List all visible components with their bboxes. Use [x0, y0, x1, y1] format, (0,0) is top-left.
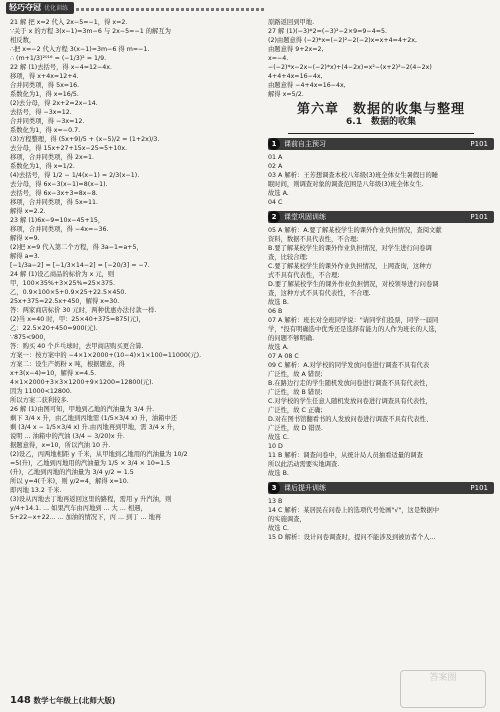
- answer-line: (2)由题意得 (−2)*x=(−2)²−2(−2)x=x+4=4+2x,: [268, 37, 417, 44]
- answer-line: (3)设从丙地去丁地再返回这里的路程，需用 y 升汽油，则: [10, 496, 172, 503]
- answer-line: 答：购买 40 个乒乓球时，去甲商店购买更合算.: [10, 343, 144, 350]
- answer-line: 24 解 (1)设乙商品的标价为 x 元，则: [10, 271, 115, 278]
- page-header: [0, 0, 500, 16]
- section-bar-classroom: 2 课堂巩固训练 P101: [268, 211, 494, 223]
- answer-line: 11 B 解析：调查问卷中，从统计局人员抽看适量的调查: [268, 452, 423, 459]
- answer-line: 的问题不够明确.: [268, 335, 315, 342]
- answer-line: =5(升)，乙地到丙地用的汽油量为 1/5 × 3/4 × 10=1.5: [10, 460, 171, 467]
- answer-line: (2)去分母，得 2x+2=2x−14.: [10, 100, 98, 107]
- answer-line: 故选 C.: [268, 434, 289, 441]
- answer-line: 14 C 解析：某居民在问卷上的选项代号处画"√"，这是数据中: [268, 507, 440, 514]
- answer-line: 03 A 解析：王芳想调查本校八年级(3)班全体女生暑假日的睡: [268, 172, 439, 179]
- section-bar-afterclass: 3 课后提升训练 P101: [268, 482, 494, 494]
- answer-line: 移项，得 x+4x=12+4.: [10, 73, 79, 80]
- section-bar-preview: 1 课前自主预习 P101: [268, 138, 494, 150]
- afterclass-answers: [268, 497, 494, 542]
- answer-line: y/4+14.1. ... 如果汽车由丙地到 ... 大 ... 相遇，: [10, 505, 147, 512]
- answer-line: [−1/3a−2] = [−1/3×14−2] = [−20/3] = −7.: [10, 262, 150, 269]
- answer-line: 解得 a=3.: [10, 253, 40, 260]
- answer-line: 甲，100×35%+3×25%=25×375.: [10, 280, 116, 287]
- answer-line: 广泛性，故 B 错误;: [268, 389, 323, 396]
- answer-line: D.对在图书馆翻看书的人发放问卷进行调查不具有代表性、: [268, 416, 433, 423]
- answer-line: 07 A 解析：班长对全班同学说："请同学们投票，同学一届同: [268, 317, 439, 324]
- answer-line: 说明 ... 油箱中的汽油 (3/4 − 3/20)x 升.: [10, 433, 125, 440]
- answer-line: 乙：22.5×20+450=900(元).: [10, 325, 98, 332]
- page-number: 148: [10, 695, 31, 706]
- answer-line: 移项，合并同类项，得 −4x=−36.: [10, 226, 109, 233]
- answer-line: 27 解 (1)(−3)*2=(−3)²−2×9=9−4=5.: [268, 28, 387, 35]
- answer-line: 所以 y=4(千米)，则 y/2=4，解得 x=10.: [10, 478, 129, 485]
- answer-line: x=−4.: [268, 55, 289, 62]
- answer-line: 学，"投有明确选中优秀还是选择有能力的人作为班长的人选，: [268, 326, 441, 333]
- answer-line: 故选 A.: [268, 344, 289, 351]
- answer-line: 方案二：设生产奶粉 x 吨，根据题意，得: [10, 361, 125, 368]
- answer-line: x+3(x−4)=10，解得 x=4.5.: [10, 370, 97, 377]
- answer-line: 因为 11000<12800.: [10, 388, 72, 395]
- answer-line: 去分母，得 6x−3(x−1)=8(x−1).: [10, 181, 108, 188]
- answer-line: (4)去括号，得 1/2 − 1/4(x−1) = 2/3(x−1).: [10, 172, 140, 179]
- preview-answers: [268, 153, 494, 207]
- answer-line: 广泛性，故 C 正确;: [268, 407, 323, 414]
- answer-line: 故选 B.: [268, 299, 289, 306]
- answer-line: 剩 (3/4 x − 1/5×3/4 x) 升.由丙地再到甲地，需 3/4 x 升，: [10, 424, 180, 431]
- answer-line: 06 B: [268, 308, 283, 315]
- answer-line: 13 B: [268, 498, 283, 505]
- answer-line: 4+4+4x=16−4x,: [268, 73, 323, 80]
- page-footer: [10, 695, 115, 706]
- chapter-title: 第六章 数据的收集与整理: [296, 102, 465, 117]
- answer-line: 方案一：按方案中的 −4×1×2000+(10−4)×1×100=11000(元).: [10, 352, 202, 359]
- answer-line: ∵关于 x 的方程 3(x−1)=3m−6 与 2x−5=−1 的解互为: [10, 28, 171, 35]
- answer-line: 23 解 (1)6x−9=10x−45+15，: [10, 217, 105, 224]
- section-divider: [288, 133, 474, 134]
- answer-line: D.要了解某校学生的课外作业负担情况，对校领导进行问卷调: [268, 281, 439, 288]
- answer-line: 由题意得 9+2x=2,: [268, 46, 324, 53]
- classroom-answers: [268, 226, 494, 478]
- answer-line: 故选 C.: [268, 525, 289, 532]
- answer-line: 25x+375=22.5x+450，解得 x=30.: [10, 298, 120, 305]
- answer-line: 广泛性，故 A 错误;: [268, 371, 323, 378]
- answer-line: 去括号，得 −3x=12.: [10, 109, 72, 116]
- section-title: 6.1 数据的收集: [346, 117, 416, 127]
- answer-line: 相反数，: [10, 37, 36, 44]
- answer-line: 22 解 (1)去括号，得 x−4=12−4x.: [10, 64, 113, 71]
- answer-line: 故选 B.: [268, 470, 289, 477]
- book-title: 数学七年级上(北师大版): [33, 696, 116, 705]
- answer-line: B.在路边行走的学生随机发放问卷进行调查不具有代表性，: [268, 380, 432, 387]
- answer-line: 所以方案二获利较多.: [10, 397, 69, 404]
- answer-line: 所以此活动需要实地调查.: [268, 461, 340, 468]
- watermark-stamp: 答案圈: [400, 670, 486, 708]
- answer-line: C.对学校的学生任意人随机发放问卷进行调查具有代表性，: [268, 398, 432, 405]
- answer-line: 即丙地 13.2 千米.: [10, 487, 62, 494]
- answer-line: 系数化为1，得 x=1/2.: [10, 163, 75, 170]
- answer-line: 广泛性，故 D 错误.: [268, 425, 323, 432]
- answer-line: (升)，乙地到丙地的汽油量为 3/4 y/2 = 1.5: [10, 469, 134, 476]
- previous-answers: [268, 18, 494, 99]
- answer-line: 查，这种方式不具有代表性，不合理.: [268, 290, 371, 297]
- answer-line: C.要了解某校学生的课外作业负担情况，上网查询，这种方: [268, 263, 432, 270]
- answer-line: (2)当 x=40 时，甲：25×40+375=875(元)，: [10, 316, 145, 323]
- answer-line: ∴ (m+1/3)²⁰¹⁶ = (−1/3)² = 1/9.: [10, 55, 107, 62]
- answer-line: 合并同类项，得 5x=16.: [10, 82, 80, 89]
- answer-line: 故选 A.: [268, 190, 289, 197]
- answer-line: 解得 x=2.2.: [10, 208, 46, 215]
- answer-line: 解得 x=5/2.: [268, 91, 304, 98]
- answer-line: 02 A: [268, 163, 283, 170]
- answer-line: 由题意得 −4+4x=16−4x,: [268, 82, 346, 89]
- answer-line: 系数化为1，得 x=−0.7.: [10, 127, 81, 134]
- answer-line: 眠时间，则调查对象的调查范围是八年级(3)班全体女生.: [268, 181, 424, 188]
- answer-line: 移项，合并同类项，得 2x=1.: [10, 154, 94, 161]
- answer-line: 09 C 解析：A.对学校的同学发放问卷进行调查不具有代表: [268, 362, 430, 369]
- answer-line: 答：两家商店标价 30 元时，两种优惠办法付款一样.: [10, 307, 157, 314]
- answer-line: 05 A 解析：A.要了解某校学生的课外作业负担情况，查阅文献: [268, 227, 442, 234]
- right-column: [268, 18, 494, 542]
- answer-line: 4×1×2000+3×3×1200+9×1200=12800(元).: [10, 379, 154, 386]
- answer-line: 查，比较合理;: [268, 254, 308, 261]
- answer-line: 21 解 把 x=2 代入 2x−5=−1，得 x=2.: [10, 19, 128, 26]
- answer-line: 01 A: [268, 154, 283, 161]
- answer-line: (3)方程整理，得 (5x+9)/5 + (x−5)/2 = (1+2x)/3.: [10, 136, 160, 143]
- answer-line: ∵875<900，: [10, 334, 50, 341]
- answer-line: 合并同类项，得 −3x=12.: [10, 118, 85, 125]
- answer-line: 5+22−x+22... ... 加油的情况下，丙 ... 到丁 ... 地再: [10, 514, 162, 521]
- answer-line: 资料，数据不具代表性，不合理;: [268, 236, 359, 243]
- answer-line: 10 D: [268, 443, 283, 450]
- answer-line: (2)把 x=9 代入第二个方程，得 3a−1=a+5，: [10, 244, 143, 251]
- answer-line: 剩下 3/4 x 升，由乙地到丙地需 (1/5×3/4 x) 升，油箱中还: [10, 415, 178, 422]
- answer-line: B.要了解某校学生的课外作业负担情况，对学生进行问卷调: [268, 245, 432, 252]
- answer-line: 15 D 解析：设计问卷调查时，提问不能涉及到被访者个人...: [268, 534, 436, 541]
- answer-line: 原路返回到甲地.: [268, 19, 315, 26]
- brand-logo: 轻巧夺冠 优化训练: [6, 2, 74, 14]
- header-rule: [76, 8, 266, 11]
- answer-line: 去分母，得 15x+27+15x−25=5+10x.: [10, 145, 128, 152]
- answer-line: ∴把 x=−2 代入方程 3(x−1)=3m−6 得 m=−1.: [10, 46, 150, 53]
- answer-line: 移项，合并同类项，得 5x=11.: [10, 199, 98, 206]
- answer-line: 乙，0.9×100×5+0.9×25+22.5×450.: [10, 289, 127, 296]
- answer-line: (2)设乙，丙两地相距 y 千米，从甲地到乙地用的汽油量为 10/2: [10, 451, 188, 458]
- answer-line: 系数化为1，得 x=16/5.: [10, 91, 79, 98]
- answer-line: 据题意得，x=10，所以汽油 10 升.: [10, 442, 111, 449]
- answer-line: 26 解 (1)由图可知，甲地到乙地的汽油量为 3/4 升.: [10, 406, 155, 413]
- answer-line: 04 C: [268, 199, 283, 206]
- answer-line: 解得 x=9.: [10, 235, 40, 242]
- answer-line: 式不具有代表性，不合理;: [268, 272, 340, 279]
- answer-line: 07 A 08 C: [268, 353, 299, 360]
- answer-line: 去括号，得 6x−3x+3=8x−8.: [10, 190, 98, 197]
- left-column: [10, 18, 250, 522]
- answer-line: −(−2)*x−2x−(−2)*x)+(4−2x)=x²−(x+2)²−2(4−2x): [268, 64, 432, 71]
- answer-line: 的实施调查，: [268, 516, 306, 523]
